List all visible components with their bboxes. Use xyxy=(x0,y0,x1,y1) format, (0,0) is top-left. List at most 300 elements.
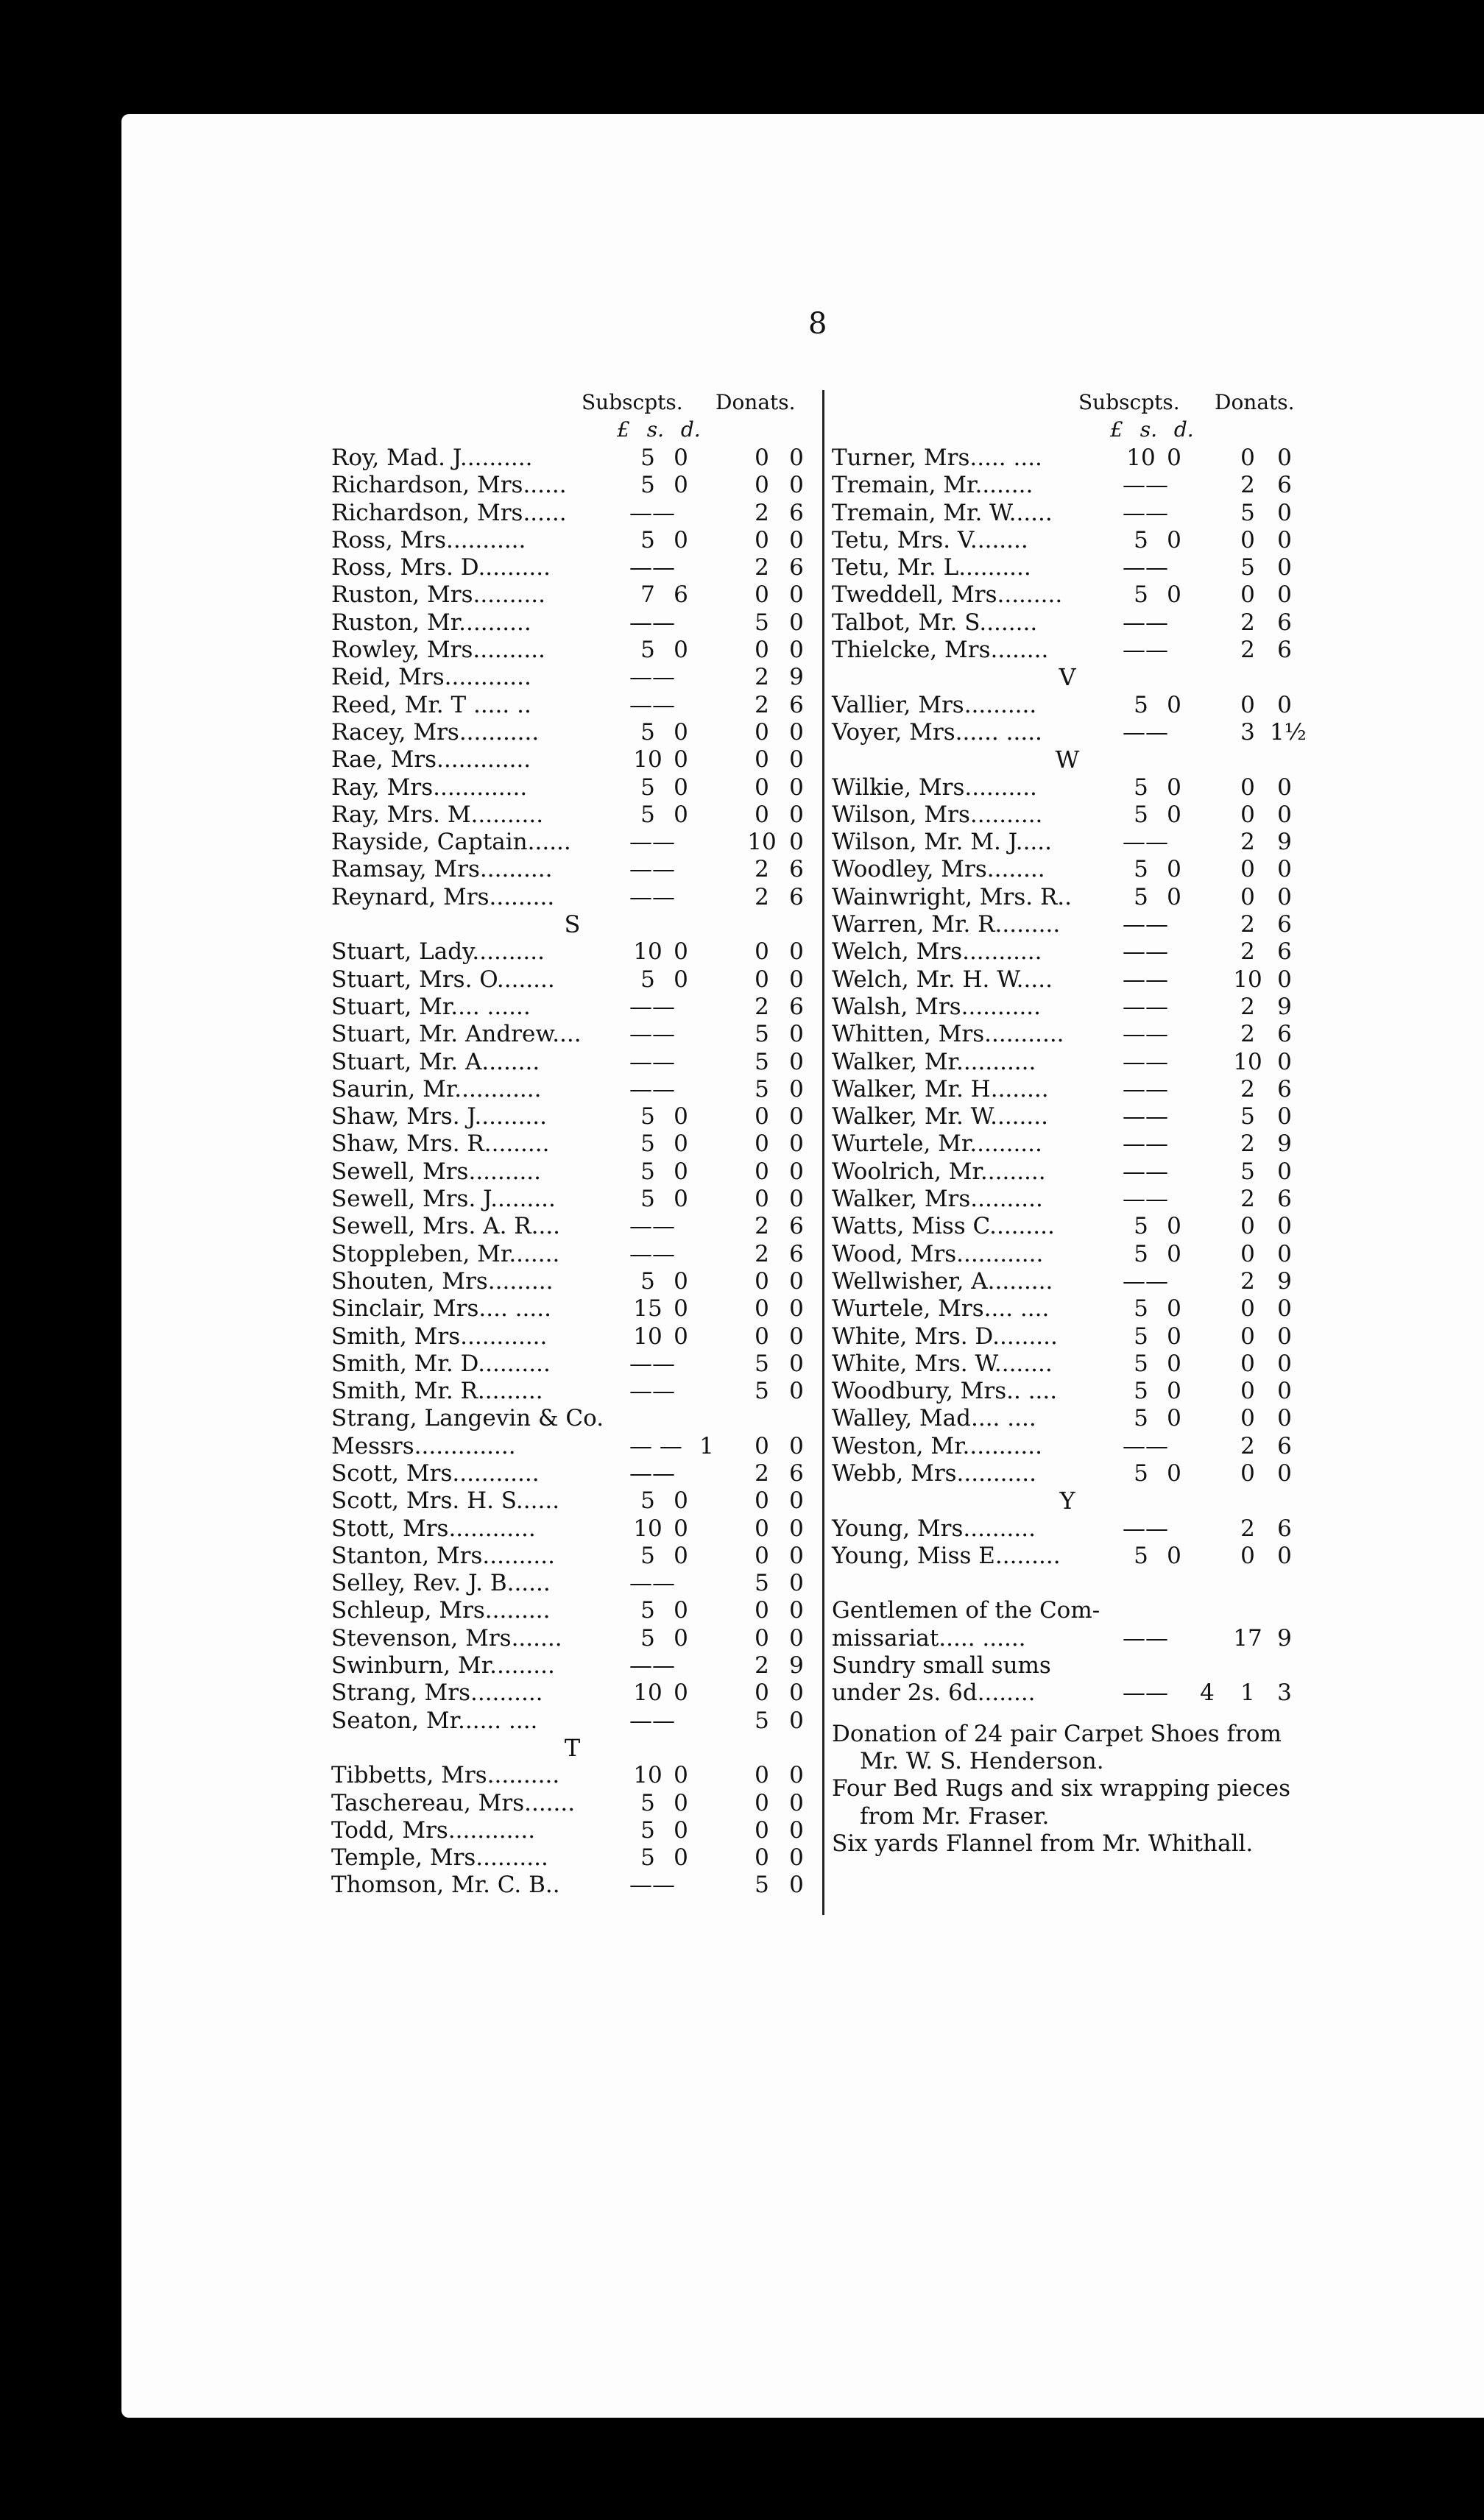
subscriber-name: Tetu, Mr. L.......... xyxy=(832,554,1031,581)
amount-c1: 5 xyxy=(1134,774,1148,801)
note-entry xyxy=(832,1830,1303,1858)
subscriber-name: Smith, Mrs............ xyxy=(331,1323,548,1350)
amount-c4: 0 xyxy=(755,746,769,774)
amount-c5: 0 xyxy=(789,1542,804,1569)
amount-c5: 0 xyxy=(789,829,804,856)
amount-c4: 5 xyxy=(755,1048,769,1075)
amount-c1: —— xyxy=(629,691,675,718)
subscriber-row xyxy=(832,1130,1303,1158)
subscriber-name: Tremain, Mr. W...... xyxy=(832,499,1053,526)
amount-c5: 6 xyxy=(1277,938,1292,966)
subscriber-name: Messrs.............. xyxy=(331,1432,516,1459)
donations-header: Donats. xyxy=(716,390,796,414)
amount-c1: 5 xyxy=(1134,1295,1148,1323)
subscriber-name: Young, Miss E......... xyxy=(832,1542,1061,1569)
section-letter: Y xyxy=(1059,1487,1075,1515)
subscriber-row xyxy=(832,554,1303,581)
amount-c4: 0 xyxy=(755,1432,769,1459)
amount-c3: 4 xyxy=(1200,1680,1215,1707)
amount-c4: 0 xyxy=(755,1130,769,1158)
subscriber-row xyxy=(832,1680,1303,1707)
amount-c2: 0 xyxy=(1167,581,1181,609)
amount-c4: 0 xyxy=(1240,1240,1255,1267)
subscriber-row xyxy=(832,637,1303,664)
amount-c5: 0 xyxy=(1277,1405,1292,1432)
subscriber-name: Walker, Mr. H........ xyxy=(832,1075,1049,1102)
subscriber-name: Sinclair, Mrs.... ..... xyxy=(331,1295,551,1323)
amount-c5: 6 xyxy=(1277,1186,1292,1213)
subscriber-row xyxy=(832,829,1303,856)
amount-c5: 0 xyxy=(1277,1295,1292,1323)
amount-c4: 5 xyxy=(1240,554,1255,581)
left-column xyxy=(331,390,813,1900)
amount-c4: 0 xyxy=(1240,1350,1255,1377)
amount-c2: 6 xyxy=(674,581,688,609)
subscriber-row xyxy=(331,1130,813,1158)
amount-c5: 0 xyxy=(789,966,804,993)
subscriber-row xyxy=(832,1515,1303,1543)
amount-c4: 0 xyxy=(755,938,769,966)
subscriber-name: Sewell, Mrs. A. R.... xyxy=(331,1213,561,1240)
amount-c1: 5 xyxy=(640,1844,655,1872)
subscriber-row xyxy=(832,1405,1303,1432)
subscriber-row xyxy=(331,1213,813,1240)
section-letter: S xyxy=(564,910,581,939)
amount-c1: —— xyxy=(629,883,675,910)
amount-c1: 10 xyxy=(633,1762,662,1789)
amount-c1: 5 xyxy=(1134,1378,1148,1405)
subscriber-row xyxy=(331,1433,813,1460)
amount-c5: 0 xyxy=(789,609,804,636)
note-line: Donation of 24 pair Carpet Shoes from xyxy=(832,1720,1282,1747)
subscriber-name: Shaw, Mrs. R......... xyxy=(331,1130,550,1158)
subscriber-name: Stott, Mrs............ xyxy=(331,1515,536,1542)
subscriber-name: Strang, Langevin & Co. xyxy=(331,1405,604,1432)
subscriber-row xyxy=(832,1158,1303,1186)
left-column-header xyxy=(331,390,813,445)
amount-c5: 6 xyxy=(1277,1432,1292,1459)
subscriber-name: Selley, Rev. J. B...... xyxy=(331,1570,551,1597)
amount-c4: 0 xyxy=(755,1267,769,1295)
amount-c4: 0 xyxy=(755,1103,769,1130)
subscriptions-header: Subscpts. xyxy=(1078,390,1180,414)
amount-c5: 0 xyxy=(789,637,804,664)
amount-c4: 2 xyxy=(1240,1515,1255,1542)
subscriber-name: Reed, Mr. T ..... .. xyxy=(331,691,531,718)
amount-c4: 1 xyxy=(1240,1680,1255,1707)
subscriber-name: Seaton, Mr...... .... xyxy=(331,1707,538,1734)
amount-c5: 0 xyxy=(789,718,804,746)
amount-c5: 0 xyxy=(789,1816,804,1844)
subscriber-row xyxy=(832,1351,1303,1378)
subscriber-name: Tweddell, Mrs......... xyxy=(832,581,1063,609)
amount-c2: 0 xyxy=(1167,1295,1181,1323)
subscriber-name: Smith, Mr. D.......... xyxy=(331,1350,551,1377)
amount-c5: 0 xyxy=(1277,445,1292,471)
amount-c5: 0 xyxy=(789,1103,804,1130)
amount-c1: —— xyxy=(1123,554,1168,581)
subscriber-row xyxy=(832,1021,1303,1048)
amount-c1: —— xyxy=(1123,1075,1168,1102)
amount-c1: —— xyxy=(1123,1680,1168,1707)
amount-c2: 0 xyxy=(674,1295,688,1323)
subscriber-name: Stuart, Mr. A........ xyxy=(331,1048,540,1075)
subscriber-row xyxy=(832,1625,1303,1652)
amount-c4: 0 xyxy=(755,637,769,664)
amount-c1: 5 xyxy=(640,445,655,471)
amount-c2: 0 xyxy=(1167,883,1181,910)
subscriber-name: Ray, Mrs. M.......... xyxy=(331,801,544,828)
amount-c4: 2 xyxy=(1240,1130,1255,1158)
amount-c2: 0 xyxy=(674,526,688,553)
subscriber-name: Voyer, Mrs...... ..... xyxy=(832,718,1042,746)
amount-c5: 0 xyxy=(789,1487,804,1515)
subscriber-name: Woodley, Mrs........ xyxy=(832,856,1045,883)
amount-c4: 2 xyxy=(1240,637,1255,664)
subscriber-row xyxy=(832,1103,1303,1130)
amount-c1: — — xyxy=(629,1432,682,1459)
amount-c5: 0 xyxy=(1277,499,1292,526)
amount-c5: 0 xyxy=(789,801,804,828)
subscriber-row xyxy=(832,1241,1303,1268)
subscriber-name: Walker, Mr. W........ xyxy=(832,1103,1048,1130)
amount-c1: —— xyxy=(629,554,675,581)
subscriber-name: Walley, Mad.... .... xyxy=(832,1405,1036,1432)
amount-c5: 9 xyxy=(1277,1130,1292,1158)
amount-c1: —— xyxy=(629,1570,675,1597)
amount-c1: —— xyxy=(1123,993,1168,1020)
amount-c4: 2 xyxy=(755,554,769,581)
amount-c4: 0 xyxy=(755,718,769,746)
subscriber-name: Walker, Mrs.......... xyxy=(832,1186,1043,1213)
amount-c4: 0 xyxy=(755,1186,769,1213)
amount-c4: 5 xyxy=(1240,499,1255,526)
amount-c4: 0 xyxy=(755,1844,769,1872)
subscriber-name: Walsh, Mrs........... xyxy=(832,993,1042,1020)
subscriber-row xyxy=(832,1543,1303,1570)
amount-c1: 5 xyxy=(1134,1405,1148,1432)
amount-c2: 0 xyxy=(1167,526,1181,553)
subscriber-row xyxy=(832,966,1303,994)
section-letter: V xyxy=(1059,663,1076,692)
amount-c1: 5 xyxy=(1134,1213,1148,1240)
amount-c1: —— xyxy=(1123,1048,1168,1075)
amount-c5: 0 xyxy=(1277,1459,1292,1487)
amount-c5: 6 xyxy=(789,554,804,581)
left-column-rows xyxy=(331,445,813,1900)
amount-c4: 0 xyxy=(755,1323,769,1350)
subscriber-row xyxy=(331,746,813,774)
amount-c1: 5 xyxy=(1134,1459,1148,1487)
subscriber-row xyxy=(331,938,813,966)
amount-c4: 0 xyxy=(1240,1323,1255,1350)
amount-c2: 0 xyxy=(1167,1323,1181,1350)
amount-c2: 0 xyxy=(674,1597,688,1624)
amount-c5: 0 xyxy=(789,1186,804,1213)
amount-c2: 0 xyxy=(674,966,688,993)
subscriber-row xyxy=(331,1844,813,1872)
amount-c1: 5 xyxy=(640,1816,655,1844)
subscriber-name: Temple, Mrs.......... xyxy=(331,1844,548,1872)
section-letter: T xyxy=(564,1733,581,1762)
subscriber-row xyxy=(331,1158,813,1186)
amount-c4: 0 xyxy=(1240,856,1255,883)
amount-c4: 0 xyxy=(755,1816,769,1844)
amount-c1: 5 xyxy=(1134,856,1148,883)
amount-c2: 0 xyxy=(1167,1542,1181,1569)
amount-c4: 0 xyxy=(755,526,769,553)
amount-c5: 6 xyxy=(789,1240,804,1267)
amount-c2: 0 xyxy=(674,1844,688,1872)
subscriber-name: Ruston, Mr.......... xyxy=(331,609,531,636)
donation-notes xyxy=(832,1721,1303,1858)
amount-c4: 2 xyxy=(755,993,769,1020)
amount-c2: 0 xyxy=(674,1103,688,1130)
amount-c4: 0 xyxy=(755,1295,769,1323)
amount-c5: 6 xyxy=(1277,472,1292,499)
amount-c1: —— xyxy=(629,1350,675,1377)
amount-c4: 0 xyxy=(1240,1378,1255,1405)
amount-c4: 2 xyxy=(755,1652,769,1680)
amount-c5: 0 xyxy=(789,1597,804,1624)
subscriber-row xyxy=(832,938,1303,966)
subscriber-name: Sewell, Mrs. J......... xyxy=(331,1186,556,1213)
amount-c1: —— xyxy=(1123,1624,1168,1652)
amount-c5: 0 xyxy=(1277,1158,1292,1185)
subscriber-row xyxy=(331,1543,813,1570)
subscriber-row xyxy=(832,1597,1303,1624)
amount-c5: 0 xyxy=(789,938,804,966)
amount-c2: 0 xyxy=(674,938,688,966)
subscriber-name: Whitten, Mrs........... xyxy=(832,1021,1064,1048)
amount-c1: 5 xyxy=(1134,883,1148,910)
subscriber-name: Welch, Mrs........... xyxy=(832,938,1042,966)
amount-c2: 0 xyxy=(674,1487,688,1515)
amount-c4: 0 xyxy=(755,581,769,609)
currency-header: £ s. d. xyxy=(1110,417,1194,442)
amount-c5: 0 xyxy=(789,1075,804,1102)
amount-c1: —— xyxy=(1123,472,1168,499)
subscriber-row xyxy=(331,1625,813,1652)
amount-c1: 5 xyxy=(640,1487,655,1515)
subscriber-name: Ray, Mrs............. xyxy=(331,774,528,801)
amount-c1: 5 xyxy=(1134,1542,1148,1569)
amount-c1: 7 xyxy=(640,581,655,609)
amount-c4: 5 xyxy=(1240,1103,1255,1130)
subscriber-row xyxy=(331,1049,813,1076)
amount-c5: 6 xyxy=(1277,1075,1292,1102)
amount-c2: 0 xyxy=(1167,801,1181,828)
amount-c5: 6 xyxy=(1277,1515,1292,1542)
subscriber-row xyxy=(331,1405,813,1432)
amount-c1: 5 xyxy=(640,1130,655,1158)
amount-c4: 17 xyxy=(1233,1624,1262,1652)
amount-c4: 5 xyxy=(755,1350,769,1377)
subscriber-row xyxy=(832,801,1303,829)
amount-c1: 5 xyxy=(640,966,655,993)
subscriber-row xyxy=(832,1049,1303,1076)
amount-c1: 5 xyxy=(1134,581,1148,609)
subscriber-row xyxy=(331,1762,813,1789)
amount-c4: 2 xyxy=(1240,938,1255,966)
amount-c2: 0 xyxy=(1167,1459,1181,1487)
amount-c4: 0 xyxy=(755,445,769,471)
subscriber-row xyxy=(832,1295,1303,1323)
amount-c4: 5 xyxy=(755,1075,769,1102)
currency-header: £ s. d. xyxy=(617,417,701,442)
amount-c4: 10 xyxy=(1233,966,1262,993)
subscriber-name: Stanton, Mrs.......... xyxy=(331,1542,555,1569)
subscriber-row xyxy=(331,774,813,801)
note-entry xyxy=(832,1721,1303,1776)
subscriber-row xyxy=(331,801,813,829)
subscriber-name: Stuart, Mr.... ...... xyxy=(331,993,531,1020)
amount-c2: 0 xyxy=(674,1624,688,1652)
amount-c1: 5 xyxy=(1134,526,1148,553)
amount-c4: 2 xyxy=(755,499,769,526)
section-letter: W xyxy=(1055,746,1080,774)
amount-c4: 0 xyxy=(755,1789,769,1816)
amount-c5: 0 xyxy=(789,472,804,499)
right-column-rows xyxy=(832,445,1307,1707)
amount-c5: 0 xyxy=(789,1323,804,1350)
amount-c5: 0 xyxy=(1277,774,1292,801)
subscriber-name: Weston, Mr........... xyxy=(832,1432,1042,1459)
amount-c2: 0 xyxy=(674,445,688,471)
amount-c4: 0 xyxy=(755,1487,769,1515)
amount-c5: 0 xyxy=(789,1378,804,1405)
subscriber-row xyxy=(331,719,813,746)
amount-c4: 0 xyxy=(1240,526,1255,553)
subscriber-row xyxy=(331,1487,813,1515)
amount-c2: 0 xyxy=(674,1515,688,1542)
amount-c2: 0 xyxy=(674,1680,688,1707)
subscriber-name: Thomson, Mr. C. B.. xyxy=(331,1872,560,1899)
amount-c1: 5 xyxy=(640,1597,655,1624)
amount-c1: 5 xyxy=(640,1267,655,1295)
amount-c4: 0 xyxy=(1240,801,1255,828)
subscriber-name: Strang, Mrs.......... xyxy=(331,1680,543,1707)
amount-c5: 0 xyxy=(1277,1048,1292,1075)
subscriber-row xyxy=(331,994,813,1021)
subscriber-name: Ramsay, Mrs.......... xyxy=(331,856,553,883)
amount-c1: —— xyxy=(629,1048,675,1075)
subscriber-row xyxy=(832,1268,1303,1295)
amount-c2: 0 xyxy=(674,1323,688,1350)
subscriber-name: Turner, Mrs..... .... xyxy=(832,445,1042,471)
subscriptions-header: Subscpts. xyxy=(582,390,683,414)
amount-c3: 1 xyxy=(699,1432,714,1459)
subscriber-name: Walker, Mr........... xyxy=(832,1048,1036,1075)
subscriber-name: Wainwright, Mrs. R.. xyxy=(832,883,1072,910)
amount-c1: 5 xyxy=(1134,801,1148,828)
amount-c5: 0 xyxy=(1277,1378,1292,1405)
subscriber-name: White, Mrs. W........ xyxy=(832,1350,1053,1377)
subscriber-name: Shouten, Mrs......... xyxy=(331,1267,554,1295)
amount-c1: —— xyxy=(629,1075,675,1102)
amount-c2: 0 xyxy=(674,718,688,746)
amount-c1: 5 xyxy=(1134,1350,1148,1377)
amount-c4: 0 xyxy=(1240,1542,1255,1569)
subscriber-row xyxy=(331,829,813,856)
subscriber-name: Swinburn, Mr......... xyxy=(331,1652,555,1680)
amount-c2: 0 xyxy=(674,637,688,664)
subscriber-name: Smith, Mr. R......... xyxy=(331,1378,543,1405)
amount-c4: 0 xyxy=(1240,1459,1255,1487)
amount-c5: 0 xyxy=(789,1570,804,1597)
amount-c5: 0 xyxy=(1277,526,1292,553)
subscriber-row xyxy=(832,994,1303,1021)
amount-c4: 2 xyxy=(1240,1021,1255,1048)
subscriber-name: Ross, Mrs. D.......... xyxy=(331,554,551,581)
subscriber-name: Wurtele, Mrs.... .... xyxy=(832,1295,1050,1323)
amount-c2: 0 xyxy=(674,1158,688,1185)
amount-c4: 10 xyxy=(747,829,777,856)
amount-c1: 5 xyxy=(640,1624,655,1652)
amount-c1: 10 xyxy=(633,1515,662,1542)
amount-c4: 0 xyxy=(1240,1405,1255,1432)
amount-c2: 0 xyxy=(1167,774,1181,801)
amount-c5: 1½ xyxy=(1270,718,1307,746)
subscriber-name: Watts, Miss C......... xyxy=(832,1213,1055,1240)
subscriber-name: under 2s. 6d........ xyxy=(832,1680,1036,1707)
subscriber-row xyxy=(331,1351,813,1378)
amount-c5: 6 xyxy=(1277,609,1292,636)
amount-c1: —— xyxy=(1123,1432,1168,1459)
amount-c4: 0 xyxy=(755,801,769,828)
amount-c4: 0 xyxy=(755,1624,769,1652)
subscriber-row xyxy=(331,1570,813,1597)
amount-c5: 0 xyxy=(1277,966,1292,993)
amount-c4: 0 xyxy=(755,1542,769,1569)
amount-c5: 9 xyxy=(789,1652,804,1680)
amount-c1: —— xyxy=(1123,1515,1168,1542)
donations-header: Donats. xyxy=(1215,390,1295,414)
amount-c1: 5 xyxy=(640,774,655,801)
subscriber-row xyxy=(832,1213,1303,1240)
subscriber-name: Stevenson, Mrs....... xyxy=(331,1624,562,1652)
subscriber-row xyxy=(331,472,813,499)
note-line: from Mr. Fraser. xyxy=(860,1802,1050,1830)
amount-c4: 5 xyxy=(755,1021,769,1048)
subscriber-row xyxy=(832,527,1303,554)
amount-c5: 0 xyxy=(1277,1323,1292,1350)
amount-c5: 0 xyxy=(789,1624,804,1652)
subscriber-name: Thielcke, Mrs........ xyxy=(832,637,1049,664)
subscriber-row xyxy=(832,581,1303,609)
amount-c5: 0 xyxy=(1277,801,1292,828)
amount-c1: —— xyxy=(629,1707,675,1734)
subscriber-row xyxy=(832,718,1307,746)
amount-c1: 5 xyxy=(1134,1240,1148,1267)
amount-c4: 2 xyxy=(1240,911,1255,938)
amount-c5: 0 xyxy=(789,1680,804,1707)
amount-c5: 9 xyxy=(1277,993,1292,1020)
amount-c2: 0 xyxy=(674,1267,688,1295)
amount-c5: 6 xyxy=(1277,1021,1292,1048)
amount-c5: 0 xyxy=(789,1267,804,1295)
subscriber-row xyxy=(832,1652,1303,1680)
subscriber-row xyxy=(331,527,813,554)
subscriber-row xyxy=(331,1323,813,1351)
amount-c4: 0 xyxy=(1240,581,1255,609)
amount-c2: 0 xyxy=(1167,856,1181,883)
amount-c5: 0 xyxy=(789,1130,804,1158)
amount-c1: 5 xyxy=(640,472,655,499)
amount-c1: —— xyxy=(1123,1103,1168,1130)
amount-c5: 0 xyxy=(789,1295,804,1323)
subscriber-name: Woodbury, Mrs.. .... xyxy=(832,1378,1058,1405)
